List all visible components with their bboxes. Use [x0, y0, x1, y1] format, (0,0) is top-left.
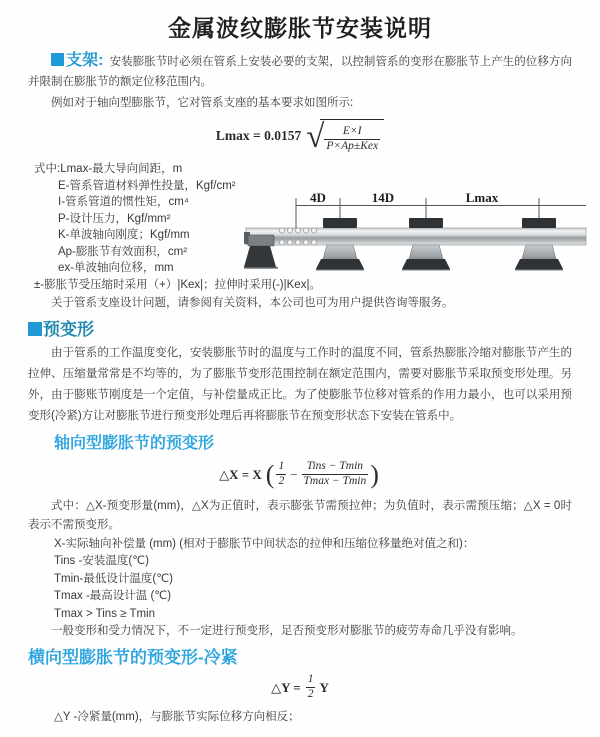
lateral-formula-lhs: △Y =: [271, 679, 301, 695]
sign-convention-note: ±-膨胀节受压缩时采用（+）|Kex|；拉伸时采用(-)|Kex|。: [34, 278, 321, 291]
temp-definition: Tmax > Tins ≥ Tmin: [54, 607, 155, 620]
anchor-support: [244, 232, 278, 269]
half-denominator: 2: [278, 475, 285, 487]
definition-item: Ap-膨胀节有效面积，cm²: [58, 245, 188, 258]
temp-denominator: Tmax − Tmin: [303, 475, 367, 487]
lateral-denominator: 2: [307, 688, 314, 700]
blue-square-icon: [51, 53, 64, 66]
lmax-formula: [28, 118, 572, 154]
open-paren: (: [265, 459, 275, 489]
minus-sign: −: [290, 466, 298, 482]
predeform-heading: [28, 319, 572, 340]
support-heading-label: 支架:: [66, 52, 104, 69]
temp-definition: Tins -安装温度(℃): [54, 555, 149, 567]
lateral-numerator: 1: [307, 673, 314, 686]
axial-where-paragraph: 式中：△X-预变形量(mm)，△X为正值时，表示膨张节需预拉伸；为负值时，表示需预压缩；△X = 0时表示不需预变形。: [28, 499, 572, 531]
definition-item: E-管系管道材料弹性投量，Kgf/cm²: [58, 179, 236, 192]
axial-formula: [28, 458, 572, 492]
sqrt-icon: √: [306, 119, 325, 155]
dim-label-lmax: Lmax: [465, 190, 499, 205]
predeform-heading-label: 预变形: [43, 319, 94, 339]
support-example-line: 例如对于轴向型膨胀节，它对管系支座的基本要求如图所示:: [51, 97, 354, 109]
axial-x-definition: X-实际轴向补偿量 (mm) (相对于膨胀节中间状态的拉伸和压缩位移量绝对值之和)：: [54, 537, 475, 550]
axial-formula-lhs: △X = X: [219, 466, 262, 482]
temp-numerator: Tins − Tmin: [306, 460, 364, 473]
half-numerator: 1: [278, 460, 285, 473]
lateral-formula: [28, 673, 572, 703]
lmax-formula-radicand: [320, 119, 384, 154]
lateral-note-line: △Y -冷紧量(mm)，与膨胀节实际位移方向相反；: [54, 710, 300, 723]
lmax-formula-numerator: E×I: [342, 124, 362, 137]
axial-formula-half-fraction: [276, 460, 286, 489]
support-intro-text: 安装膨胀节时必须在管系上安装必要的支架，以控制管系的变形在膨胀节上产生的位移方向并限制在膨胀节的额定位移范围内。: [28, 56, 572, 88]
definition-item: I-管系管道的惯性矩，cm⁴: [58, 196, 189, 208]
definition-item: ex-单波轴向位移，mm: [58, 262, 174, 274]
definition-item: K-单波轴向刚度；Kgf/mm: [58, 229, 190, 241]
predeform-body-paragraph: 由于管系的工作温度变化，安装膨胀节时的温度与工作时的温度不同，管系热膨胀冷缩对膨胀节产生的拉伸、压缩量常常是不均等的，为了膨胀节变形范围控制在额定范围内，需要对膨胀节采取预变形处理。另外，由于膨账节刚度是一个定值，与补偿量成正比。为了使膨胀节位移对管系的作用力最小，也可以采用预变形(冷紧)方让对膨胀节进行预变形处理后再将膨胀节在预变形状态下安装在管系中。: [28, 346, 572, 422]
lateral-subheading: 横向型膨胀节的预变形-冷紧: [28, 647, 238, 667]
definition-where-line: 式中:Lmax-最大导向间距，m: [34, 163, 183, 175]
definition-item: P-设计压力，Kgf/mm²: [58, 212, 171, 225]
axial-subheading: 轴向型膨胀节的预变形: [54, 434, 215, 452]
blue-square-icon: [28, 322, 42, 336]
pipe-diagram-drawing: [244, 192, 598, 292]
close-paren: ): [370, 459, 379, 489]
axial-note-line: 一般变形和受力情况下，不一定进行预变形，足否预变形对膨胀节的疲劳寿命几乎没有影响。: [51, 625, 523, 637]
lateral-formula-fraction: [306, 673, 316, 702]
lmax-formula-lhs: Lmax = 0.0157: [215, 128, 302, 143]
dim-label-14d: 14D: [371, 190, 395, 205]
axial-formula-temp-fraction: [302, 460, 369, 489]
pipe-support-diagram: [244, 192, 598, 292]
service-note: 关于管系支座设计问题，请参阅有关资料，本公司也可为用户提供咨询等服务。: [51, 297, 454, 309]
dim-label-4d: 4D: [310, 190, 326, 205]
temp-definition: Tmax -最高设计温 (℃): [54, 590, 172, 602]
support-intro-paragraph: [28, 51, 572, 92]
page-title: 金属波纹膨胀节安装说明: [168, 15, 432, 41]
lateral-formula-rhs: Y: [319, 679, 329, 695]
lmax-formula-denominator: P×Ap±Kex: [326, 139, 379, 152]
temp-definition: Tmin-最低设计温度(℃): [54, 572, 173, 585]
support-heading: [51, 52, 104, 69]
